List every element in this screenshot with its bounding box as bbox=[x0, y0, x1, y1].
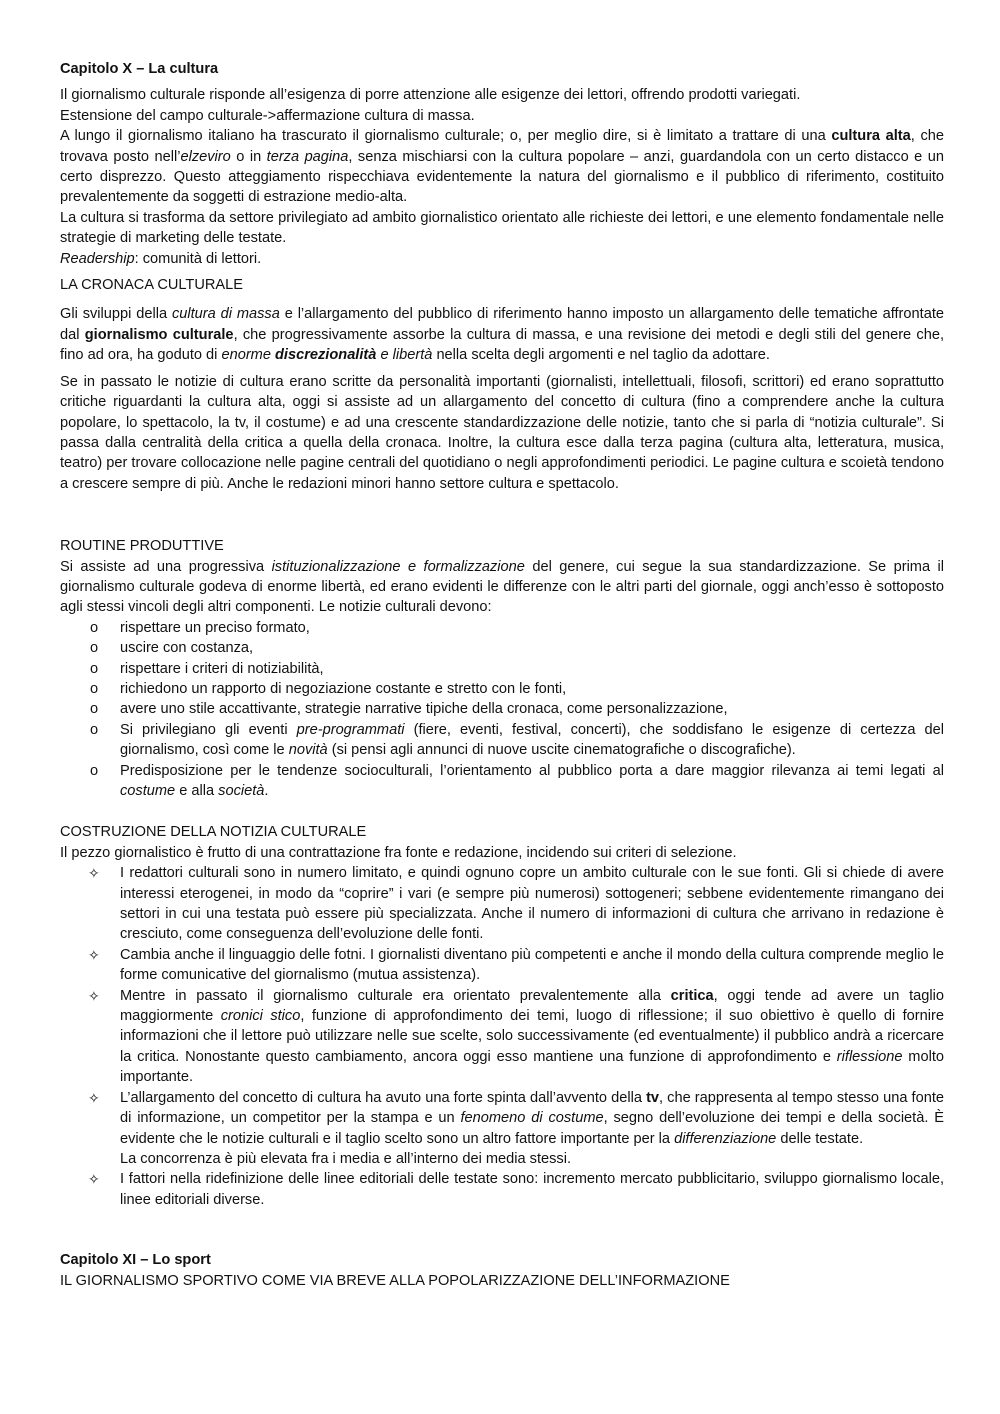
routine-list bbox=[60, 618, 944, 802]
section-heading-routine: ROUTINE PRODUTTIVE bbox=[60, 538, 224, 555]
diamond-bullet-icon: ✧ bbox=[88, 987, 100, 1004]
list-item: o rispettare un preciso formato, bbox=[90, 619, 310, 636]
diamond-bullet-icon: ✧ bbox=[88, 865, 100, 882]
diamond-bullet-icon: ✧ bbox=[88, 1171, 100, 1188]
section-heading-costruzione: COSTRUZIONE DELLA NOTIZIA CULTURALE bbox=[60, 824, 367, 841]
list-item: ✧ I redattori culturali sono in numero limitato, e quindi ognuno copre un ambito culturale con le sue fonti. Gli si chiede di avere interessi eterogenei, in modo da “coprire” i vari (e sempre più numerosi) sottogeneri; sebbene evidentemente rimangano dei settori in cui una testata può essere più specializzata. Anche il numero di informazioni di cultura che arrivano in redazione è cresciuto, come conseguenza dell’evoluzione delle fonti. bbox=[88, 865, 944, 943]
list-item: o uscire con costanza, bbox=[90, 640, 254, 657]
ch10-intro-4: La cultura si trasforma da settore privilegiato ad ambito giornalistico orientato alle richieste dei lettori, e une elemento fondamentale nelle strategie di marketing delle testate. bbox=[60, 209, 944, 247]
chapter-11-title: Capitolo XI – Lo sport bbox=[60, 1252, 211, 1269]
list-item: ✧ L’allargamento del concetto di cultura ha avuto una forte spinta dall’avvento della tv, che rappresenta al tempo stesso una fonte di informazione, un competitor per la stampa e un fenomeno di costume, segno dell’evoluzione dei tempi e della società. È evidente che le notizie culturali e il taglio scelto sono un altro fattore importante per la differenziazione delle testate. La concorrenza è più elevata fra i media e all’interno dei media stessi. bbox=[88, 1089, 944, 1167]
costruzione-intro: Il pezzo giornalistico è frutto di una contrattazione fra fonte e redazione, incidendo sui criteri di selezione. bbox=[60, 844, 737, 861]
list-item: ✧ Mentre in passato il giornalismo culturale era orientato prevalentemente alla critica, oggi tende ad avere un taglio maggiormente cronici stico, funzione di approfondimento dei temi, luogo di riflessione; il suo obiettivo è quello di fornire informazioni che il lettore può utilizzare nelle sue scelte, solo successivamente (ed eventualmente) il pubblico andrà a ricercare la critica. Nonostante questo cambiamento, ancora oggi esso mantiene una funzione di approfondimento e riflessione molto importante. bbox=[88, 987, 944, 1086]
costruzione-list bbox=[60, 863, 944, 1210]
list-item: o Si privilegiano gli eventi pre-programmati (fiere, eventi, festival, concerti), che soddisfano le esigenze di certezza del giornalismo, così come le novità (si pensi agli annunci di nuove uscite cinematografiche o discografiche). bbox=[90, 721, 944, 759]
ch10-intro-2: Estensione del campo culturale->affermazione cultura di massa. bbox=[60, 107, 475, 124]
cronaca-paragraph-1: Gli sviluppi della cultura di massa e l’allargamento del pubblico di riferimento hanno imposto un allargamento delle tematiche affrontate dal giornalismo culturale, che progressivamente assorbe la cultura di massa, e una revisione dei metodi e degli stili del genere che, fino ad ora, ha goduto di enorme discrezionalità e libertà nella scelta degli argomenti e nel taglio da adottare. bbox=[60, 306, 945, 364]
list-item: o rispettare i criteri di notiziabilità, bbox=[90, 660, 324, 677]
ch10-intro-5: Readership: comunità di lettori. bbox=[60, 250, 262, 267]
chapter-10-title: Capitolo X – La cultura bbox=[60, 61, 219, 77]
diamond-bullet-icon: ✧ bbox=[88, 1089, 100, 1106]
section-heading-cronaca: LA CRONACA CULTURALE bbox=[60, 277, 244, 294]
routine-paragraph: Si assiste ad una progressiva istituzionalizzazione e formalizzazione del genere, cui segue la sua standardizzazione. Se prima il giornalismo culturale godeva di enorme libertà, ed erano evidenti le differenze con le altri parti del giornale, oggi anch’esso è sottoposto agli stessi vincoli degli altri componenti. Le notizie culturali devono: bbox=[60, 558, 944, 616]
list-item: ✧ Cambia anche il linguaggio delle fotni. I giornalisti diventano più competenti e anche il mondo della cultura comprende meglio le forme comunicative del giornalismo (mutua assistenza). bbox=[88, 946, 944, 984]
section-heading-sport: IL GIORNALISMO SPORTIVO COME VIA BREVE ALLA POPOLARIZZAZIONE DELL’INFORMAZIONE bbox=[60, 1272, 730, 1289]
diamond-bullet-icon: ✧ bbox=[88, 946, 100, 963]
list-item: o Predisposizione per le tendenze socioculturali, l’orientamento al pubblico porta a dare maggior rilevanza ai temi legati al costume e alla società. bbox=[90, 762, 944, 799]
ch10-intro-3: A lungo il giornalismo italiano ha trascurato il giornalismo culturale; o, per meglio dire, si è limitato a trattare di una cultura alta, che trovava posto nell’elzeviro o in terza pagina, senza mischiarsi con la cultura popolare – anzi, guardandola con un certo distacco e un certo disprezzo. Questo atteggiamento rispecchiava evidentemente la natura del giornalismo e il pubblico di riferimento, costituito prevalentemente da soggetti di estrazione medio-alta. bbox=[60, 128, 945, 206]
ch10-intro-1: Il giornalismo culturale risponde all’esigenza di porre attenzione alle esigenze dei lettori, offrendo prodotti variegati. bbox=[60, 87, 801, 104]
list-item: o richiedono un rapporto di negoziazione costante e stretto con le fonti, bbox=[90, 680, 567, 697]
list-item: o avere uno stile accattivante, strategie narrative tipiche della cronaca, come personalizzazione, bbox=[90, 701, 728, 718]
list-item: ✧ I fattori nella ridefinizione delle linee editoriali delle testate sono: incremento mercato pubblicitario, sviluppo giornalismo locale, linee editoriali diverse. bbox=[88, 1171, 944, 1208]
cronaca-paragraph-2: Se in passato le notizie di cultura erano scritte da personalità importanti (giornalisti, intellettuali, filosofi, scrittori) ed erano soprattutto critiche riguardanti la cultura alta, oggi si assiste ad un allargamento del concetto di cultura (fino a comprendere anche la cultura popolare, lo spettacolo, la tv, il costume) e ad una crescente standardizzazione delle notizie, tanto che si parla di “notizia culturale”. Si passa dalla centralità della critica a quella della cronaca. Inoltre, la cultura esce dalla terza pagina (cultura alta, letteratura, musica, teatro) per trovare collocazione nelle pagine centrali del quotidiano o negli approfondimenti periodici. Le pagine cultura e scoietà tendono a crescere sempre di più. Anche le redazioni minori hanno settore cultura e spettacolo. bbox=[60, 373, 944, 492]
